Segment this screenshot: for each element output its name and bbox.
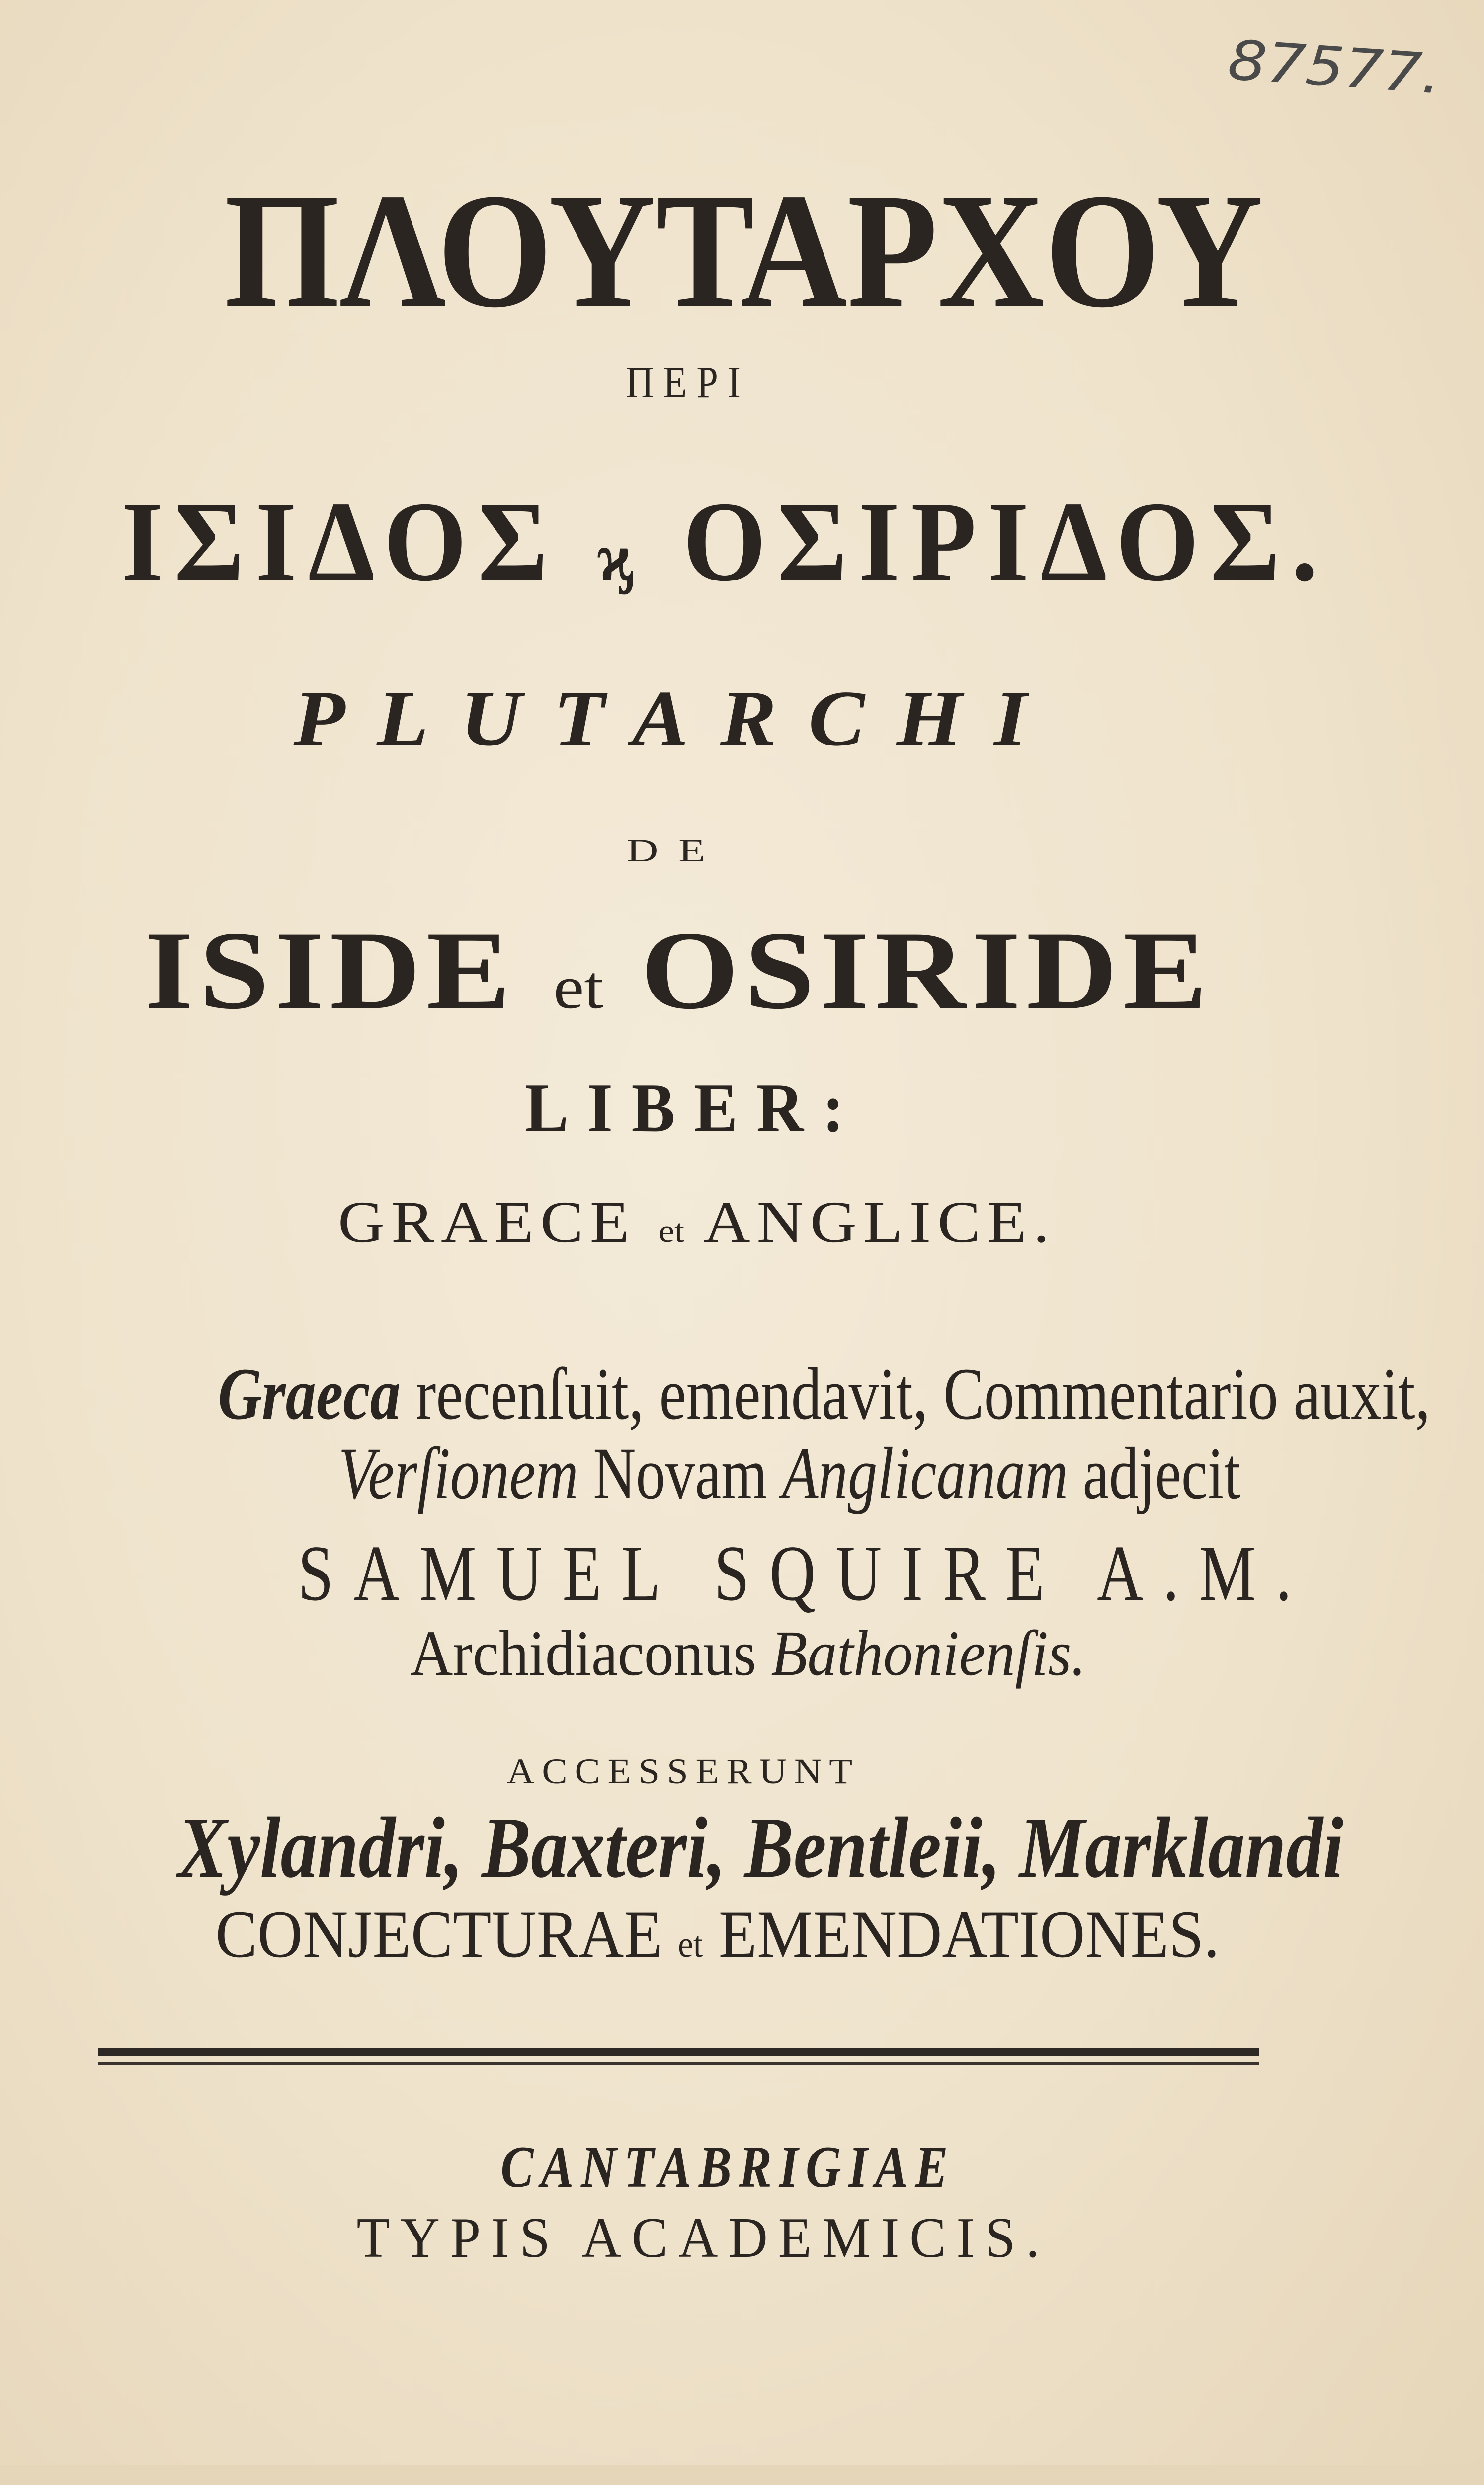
rule-gap (98, 2056, 1259, 2062)
greek-subject (80, 478, 1329, 605)
latin-author (293, 674, 1059, 762)
contributors (75, 1799, 1344, 1896)
languages-et: et (659, 1213, 685, 1249)
imprint-place (452, 2134, 956, 2200)
conjecturae-et: et (678, 1924, 703, 1965)
latin-de-text: DE (626, 833, 726, 869)
latin-et: et (553, 953, 603, 1021)
latin-osiride: OSIRIDE (640, 908, 1213, 1032)
editor-line-1-roman: recenſuit, emendavit, Commentario auxit, (400, 1353, 1431, 1435)
double-rule-divider (98, 2048, 1259, 2065)
liber-text: LIBER: (525, 1070, 863, 1147)
greek-title (169, 160, 1263, 341)
editor-name (174, 1529, 1312, 1617)
anglicanam-italic: Anglicanam (782, 1432, 1068, 1515)
greek-peri (616, 358, 750, 407)
editor-line-1 (82, 1353, 1431, 1435)
graece: GRAECE (338, 1189, 636, 1254)
liber (514, 1070, 863, 1147)
imprint-printer (340, 2206, 1050, 2269)
rule-thick (98, 2048, 1259, 2056)
shelfmark-text: 87577. (1226, 28, 1443, 106)
accesserunt (507, 1753, 860, 1789)
greek-kai-ligature: ϗ (596, 519, 646, 595)
conjecturae-text: CONJECTURAE (215, 1898, 662, 1972)
greek-title-text: ΠΛΟΥΤΑΡΧΟΥ (224, 160, 1263, 341)
versionem-italic: Verſionem (338, 1432, 578, 1515)
latin-subject (144, 908, 1213, 1032)
latin-de (626, 835, 726, 867)
editor-title (380, 1618, 1086, 1689)
rule-thin (98, 2062, 1259, 2065)
latin-author-text: PLUTARCHI (293, 674, 1059, 762)
imprint-place-text: CANTABRIGIAE (500, 2134, 956, 2200)
archidiaconus: Archidiaconus (410, 1618, 771, 1689)
conjecturae (181, 1898, 1220, 1972)
greek-peri-text: ΠΕΡΙ (626, 358, 750, 407)
bathoniensis-italic: Bathonienſis. (771, 1618, 1086, 1689)
novam: Novam (578, 1432, 782, 1515)
imprint-printer-text: TYPIS ACADEMICIS. (356, 2206, 1050, 2269)
greek-osiridos: ΟΣΙΡΙΔΟΣ. (683, 478, 1329, 605)
anglice: ANGLICE. (703, 1189, 1056, 1254)
adjecit: adjecit (1068, 1432, 1240, 1515)
editor-name-text: SAMUEL SQUIRE A.M. (298, 1529, 1312, 1617)
graeca-italic: Graeca (218, 1353, 401, 1435)
languages (338, 1189, 1056, 1254)
handwritten-shelfmark (1226, 28, 1443, 106)
emendationes-text: EMENDATIONES. (718, 1898, 1220, 1972)
accesserunt-text: ACCESSERUNT (506, 1751, 860, 1791)
latin-iside: ISIDE (144, 908, 516, 1032)
editor-line-2 (221, 1432, 1240, 1515)
greek-isidos: ΙΣΙΔΟΣ (121, 478, 559, 605)
contributors-text: Xylandri, Baxteri, Bentleii, Marklandi (178, 1799, 1344, 1896)
